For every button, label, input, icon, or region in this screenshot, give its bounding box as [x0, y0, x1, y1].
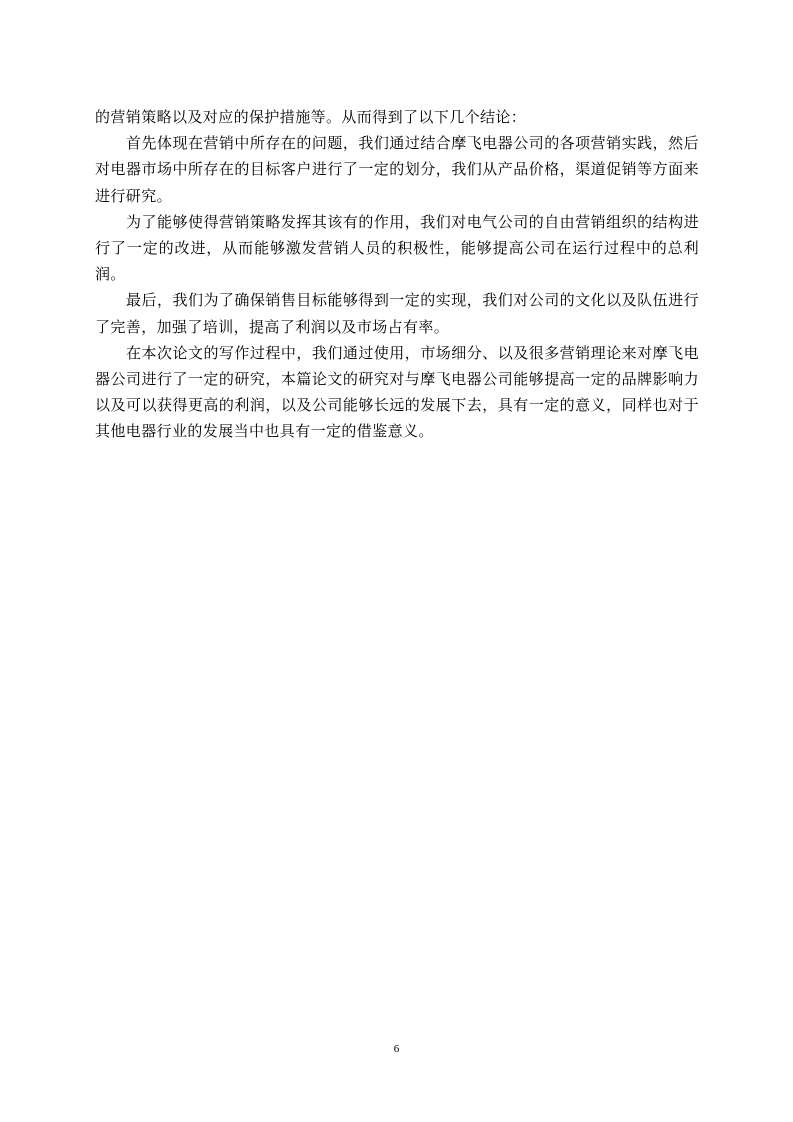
body-text — [95, 104, 699, 445]
paragraph-continuation: 的营销策略以及对应的保护措施等。从而得到了以下几个结论： — [95, 108, 527, 126]
paragraph-organization: 为了能够使得营销策略发挥其该有的作用，我们对电气公司的自由营销组织的结构进行了一定的改进，从而能够激发营销人员的积极性，能够提高公司在运行过程中的总利润。 — [95, 212, 699, 284]
paragraph-conclusion: 在本次论文的写作过程中，我们通过使用，市场细分、以及很多营销理论来对摩飞电器公司进行了一定的研究，本篇论文的研究对与摩飞电器公司能够提高一定的品牌影响力以及可以获得更高的利润，以及公司能够长远的发展下去，具有一定的意义，同样也对于其他电器行业的发展当中也具有一定的借鉴意义。 — [95, 343, 699, 441]
paragraph-culture: 最后，我们为了确保销售目标能够得到一定的实现，我们对公司的文化以及队伍进行了完善，加强了培训，提高了利润以及市场占有率。 — [95, 291, 699, 336]
paragraph-problems: 首先体现在营销中所存在的问题，我们通过结合摩飞电器公司的各项营销实践，然后对电器市场中所存在的目标客户进行了一定的划分，我们从产品价格，渠道促销等方面来进行研究。 — [95, 134, 699, 205]
page-number: 6 — [393, 1043, 400, 1055]
